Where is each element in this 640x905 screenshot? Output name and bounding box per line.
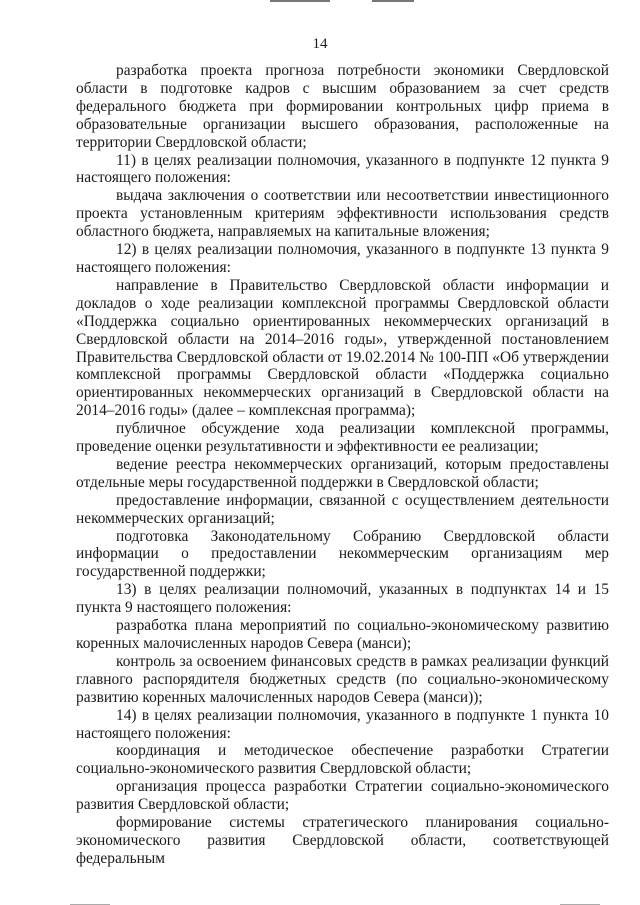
body-text — [76, 62, 609, 868]
paragraph: формирование системы стратегического планирования социально-экономического развития Свердловской области, соответствующей федеральным — [76, 814, 609, 867]
paragraph: направление в Правительство Свердловской области информации и докладов о ходе реализации комплексной программы Свердловской области «Поддержка социально ориентированных некоммерческих организаций в Свердловской области на 2014–2016 годы», утвержденной постановлением Правительства Свердловской области от 19.02.2014 № 100-ПП «Об утверждении комплексной программы Свердловской области «Поддержка социально ориентированных некоммерческих организаций в Свердловской области на 2014–2016 годы» (далее – комплексная программа); — [76, 276, 609, 420]
paragraph: публичное обсуждение хода реализации комплексной программы, проведение оценки результативности и эффективности ее реализации; — [76, 420, 609, 456]
paragraph: 14) в целях реализации полномочия, указанного в подпункте 1 пункта 10 настоящего положения: — [76, 706, 609, 742]
paragraph: ведение реестра некоммерческих организаций, которым предоставлены отдельные меры государственной поддержки в Свердловской области; — [76, 455, 609, 491]
paragraph: выдача заключения о соответствии или несоответствии инвестиционного проекта установленным критериям эффективности использования средств областного бюджета, направляемых на капитальные вложения; — [76, 187, 609, 241]
paragraph: 11) в целях реализации полномочия, указанного в подпункте 12 пункта 9 настоящего положения: — [76, 151, 609, 187]
paragraph: контроль за освоением финансовых средств в рамках реализации функций главного распорядителя бюджетных средств (по социально-экономическому развитию коренных малочисленных народов Севера (манси)); — [76, 652, 609, 706]
scan-mark-top — [372, 0, 414, 2]
paragraph: 12) в целях реализации полномочия, указанного в подпункте 13 пункта 9 настоящего положения: — [76, 241, 609, 276]
paragraph: разработка плана мероприятий по социально-экономическому развитию коренных малочисленных народов Севера (манси); — [76, 617, 609, 652]
paragraph: подготовка Законодательному Собранию Свердловской области информации о предоставлении некоммерческим организациям мер государственной поддержки; — [76, 527, 609, 581]
paragraph: 13) в целях реализации полномочий, указанных в подпунктах 14 и 15 пункта 9 настоящего положения: — [76, 581, 609, 617]
paragraph: предоставление информации, связанной с осуществлением деятельности некоммерческих организаций; — [76, 491, 609, 527]
page-number: 14 — [312, 36, 328, 52]
paragraph: разработка проекта прогноза потребности экономики Свердловской области в подготовке кадров с высшим образованием за счет средств федерального бюджета при формировании контрольных цифр приема в образовательные организации высшего образования, расположенные на территории Свердловской области; — [76, 62, 609, 151]
paragraph: координация и методическое обеспечение разработки Стратегии социально-экономического развития Свердловской области; — [76, 742, 609, 778]
paragraph: организация процесса разработки Стратегии социально-экономического развития Свердловской области; — [76, 778, 609, 814]
scan-mark-top — [270, 0, 330, 2]
